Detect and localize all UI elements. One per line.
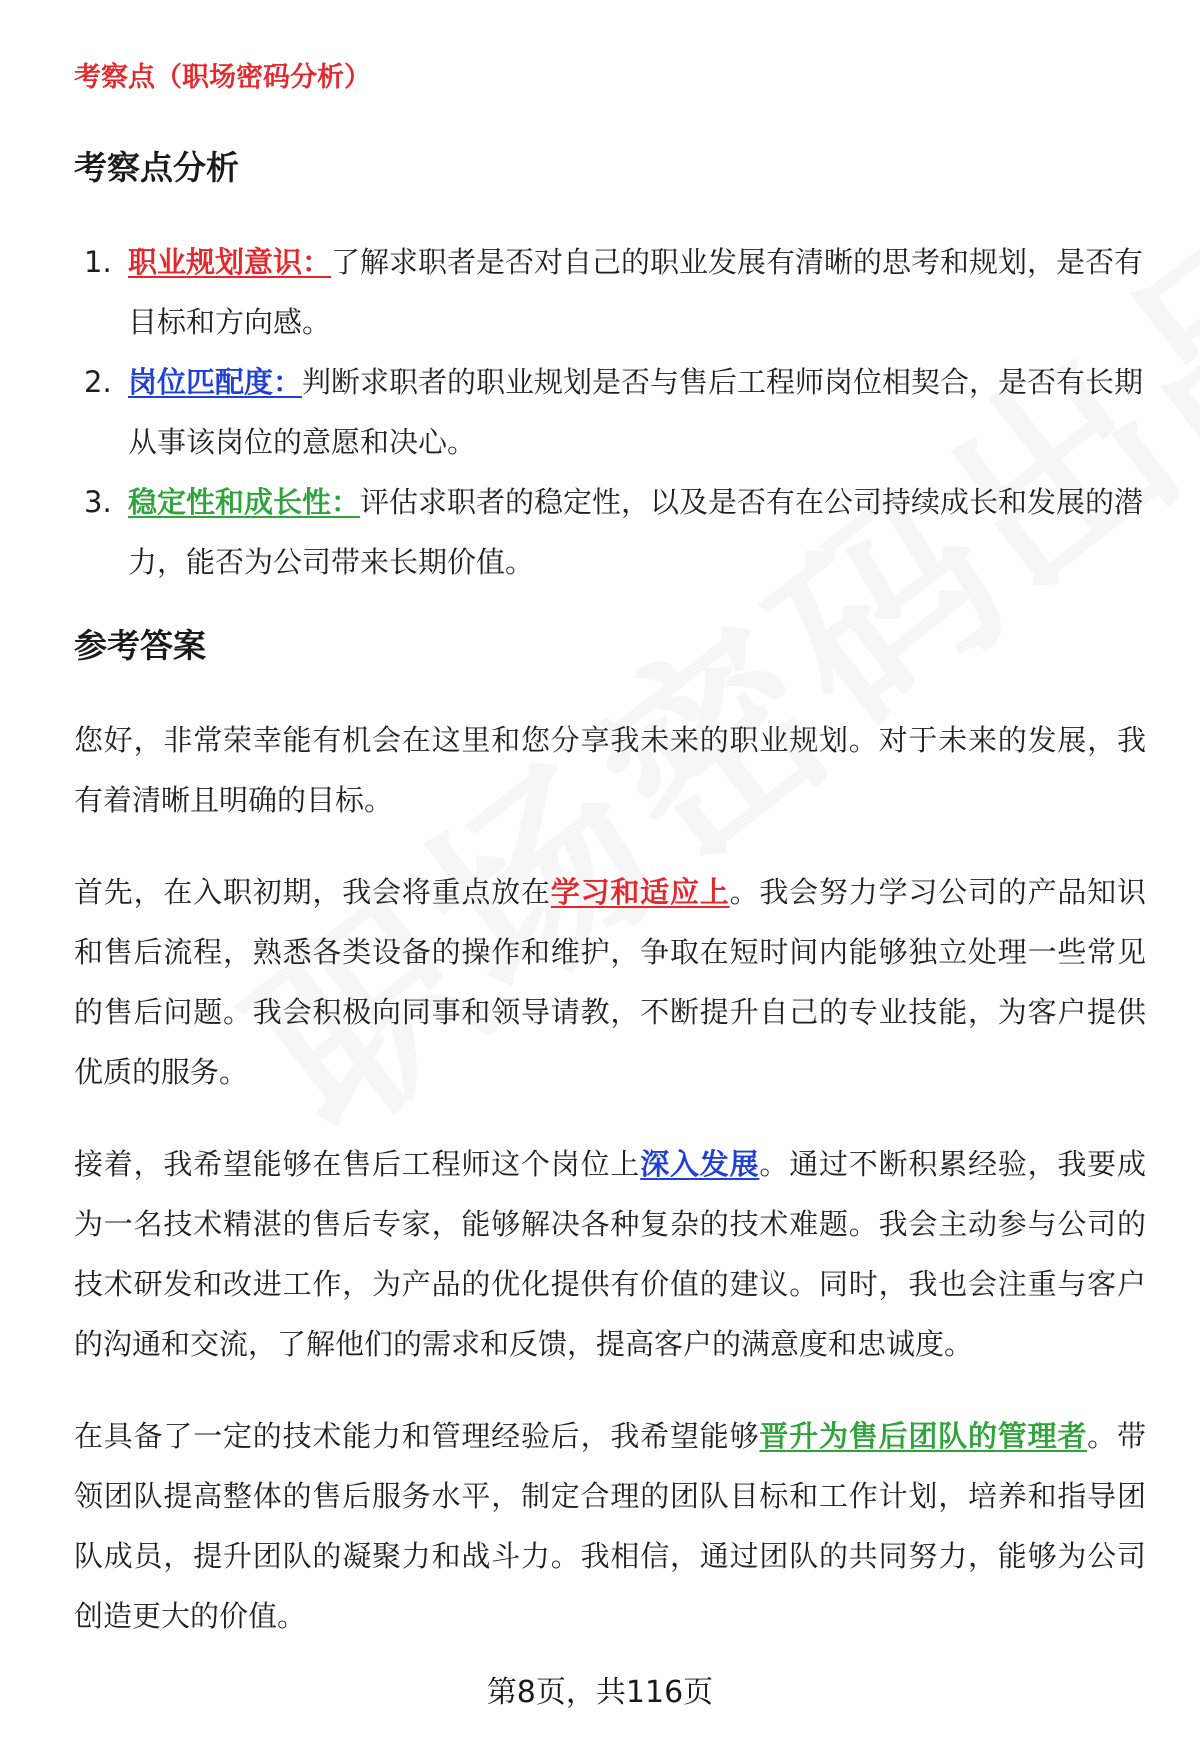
list-item-text: 评估求职者的稳定性，以及是否有在公司持续成长和发展的潜力，能否为公司带来长期价值。 bbox=[128, 485, 1144, 579]
list-item-text: 判断求职者的职业规划是否与售后工程师岗位相契合，是否有长期从事该岗位的意愿和决心。 bbox=[128, 365, 1144, 459]
page-number: 第8页，共116页 bbox=[486, 1675, 714, 1710]
paragraph-text: 在具备了一定的技术能力和管理经验后，我希望能够 bbox=[74, 1419, 760, 1453]
list-item bbox=[74, 232, 1146, 352]
answer-paragraph-4 bbox=[74, 1406, 1146, 1646]
paragraph-text: 首先，在入职初期，我会将重点放在 bbox=[74, 875, 551, 909]
keyword-job-match: 岗位匹配度： bbox=[128, 365, 303, 399]
document-page bbox=[74, 56, 1146, 1678]
list-number: 3. bbox=[84, 485, 112, 519]
paragraph-text: 。通过不断积累经验，我要成为一名技术精湛的售后专家，能够解决各种复杂的技术难题。我会主动参与公司的技术研发和改进工作，为产品的优化提供有价值的建议。同时，我也会注重与客户的沟通和交流，了解他们的需求和反馈，提高客户的满意度和忠诚度。 bbox=[74, 1147, 1146, 1361]
paragraph-text: 。带领团队提高整体的售后服务水平，制定合理的团队目标和工作计划，培养和指导团队成员，提升团队的凝聚力和战斗力。我相信，通过团队的共同努力，能够为公司创造更大的价值。 bbox=[74, 1419, 1146, 1633]
keyword-promote-manager: 晋升为售后团队的管理者 bbox=[759, 1419, 1088, 1453]
paragraph-text: 。我会努力学习公司的产品知识和售后流程，熟悉各类设备的操作和维护，争取在短时间内能够独立处理一些常见的售后问题。我会积极向同事和领导请教，不断提升自己的专业技能，为客户提供优质的服务。 bbox=[74, 875, 1146, 1089]
analysis-heading: 考察点分析 bbox=[74, 148, 239, 187]
answer-paragraph-1: 您好，非常荣幸能有机会在这里和您分享我未来的职业规划。对于未来的发展，我有着清晰且明确的目标。 bbox=[74, 723, 1146, 817]
section-label: 考察点（职场密码分析） bbox=[74, 62, 371, 93]
list-item bbox=[74, 352, 1146, 472]
answer-heading: 参考答案 bbox=[74, 626, 206, 665]
list-number: 2. bbox=[84, 365, 112, 399]
list-item bbox=[74, 472, 1146, 592]
keyword-stability-growth: 稳定性和成长性： bbox=[128, 485, 361, 519]
paragraph-text: 接着，我希望能够在售后工程师这个岗位上 bbox=[74, 1147, 641, 1181]
keyword-career-planning: 职业规划意识： bbox=[128, 245, 332, 279]
list-item-text: 了解求职者是否对自己的职业发展有清晰的思考和规划，是否有目标和方向感。 bbox=[128, 245, 1144, 339]
answer-paragraph-3 bbox=[74, 1134, 1146, 1374]
list-number: 1. bbox=[84, 245, 112, 279]
keyword-learn-adapt: 学习和适应上 bbox=[550, 875, 730, 909]
answer-paragraph-2 bbox=[74, 862, 1146, 1102]
keyword-deep-development: 深入发展 bbox=[640, 1147, 760, 1181]
analysis-list bbox=[74, 232, 1146, 592]
